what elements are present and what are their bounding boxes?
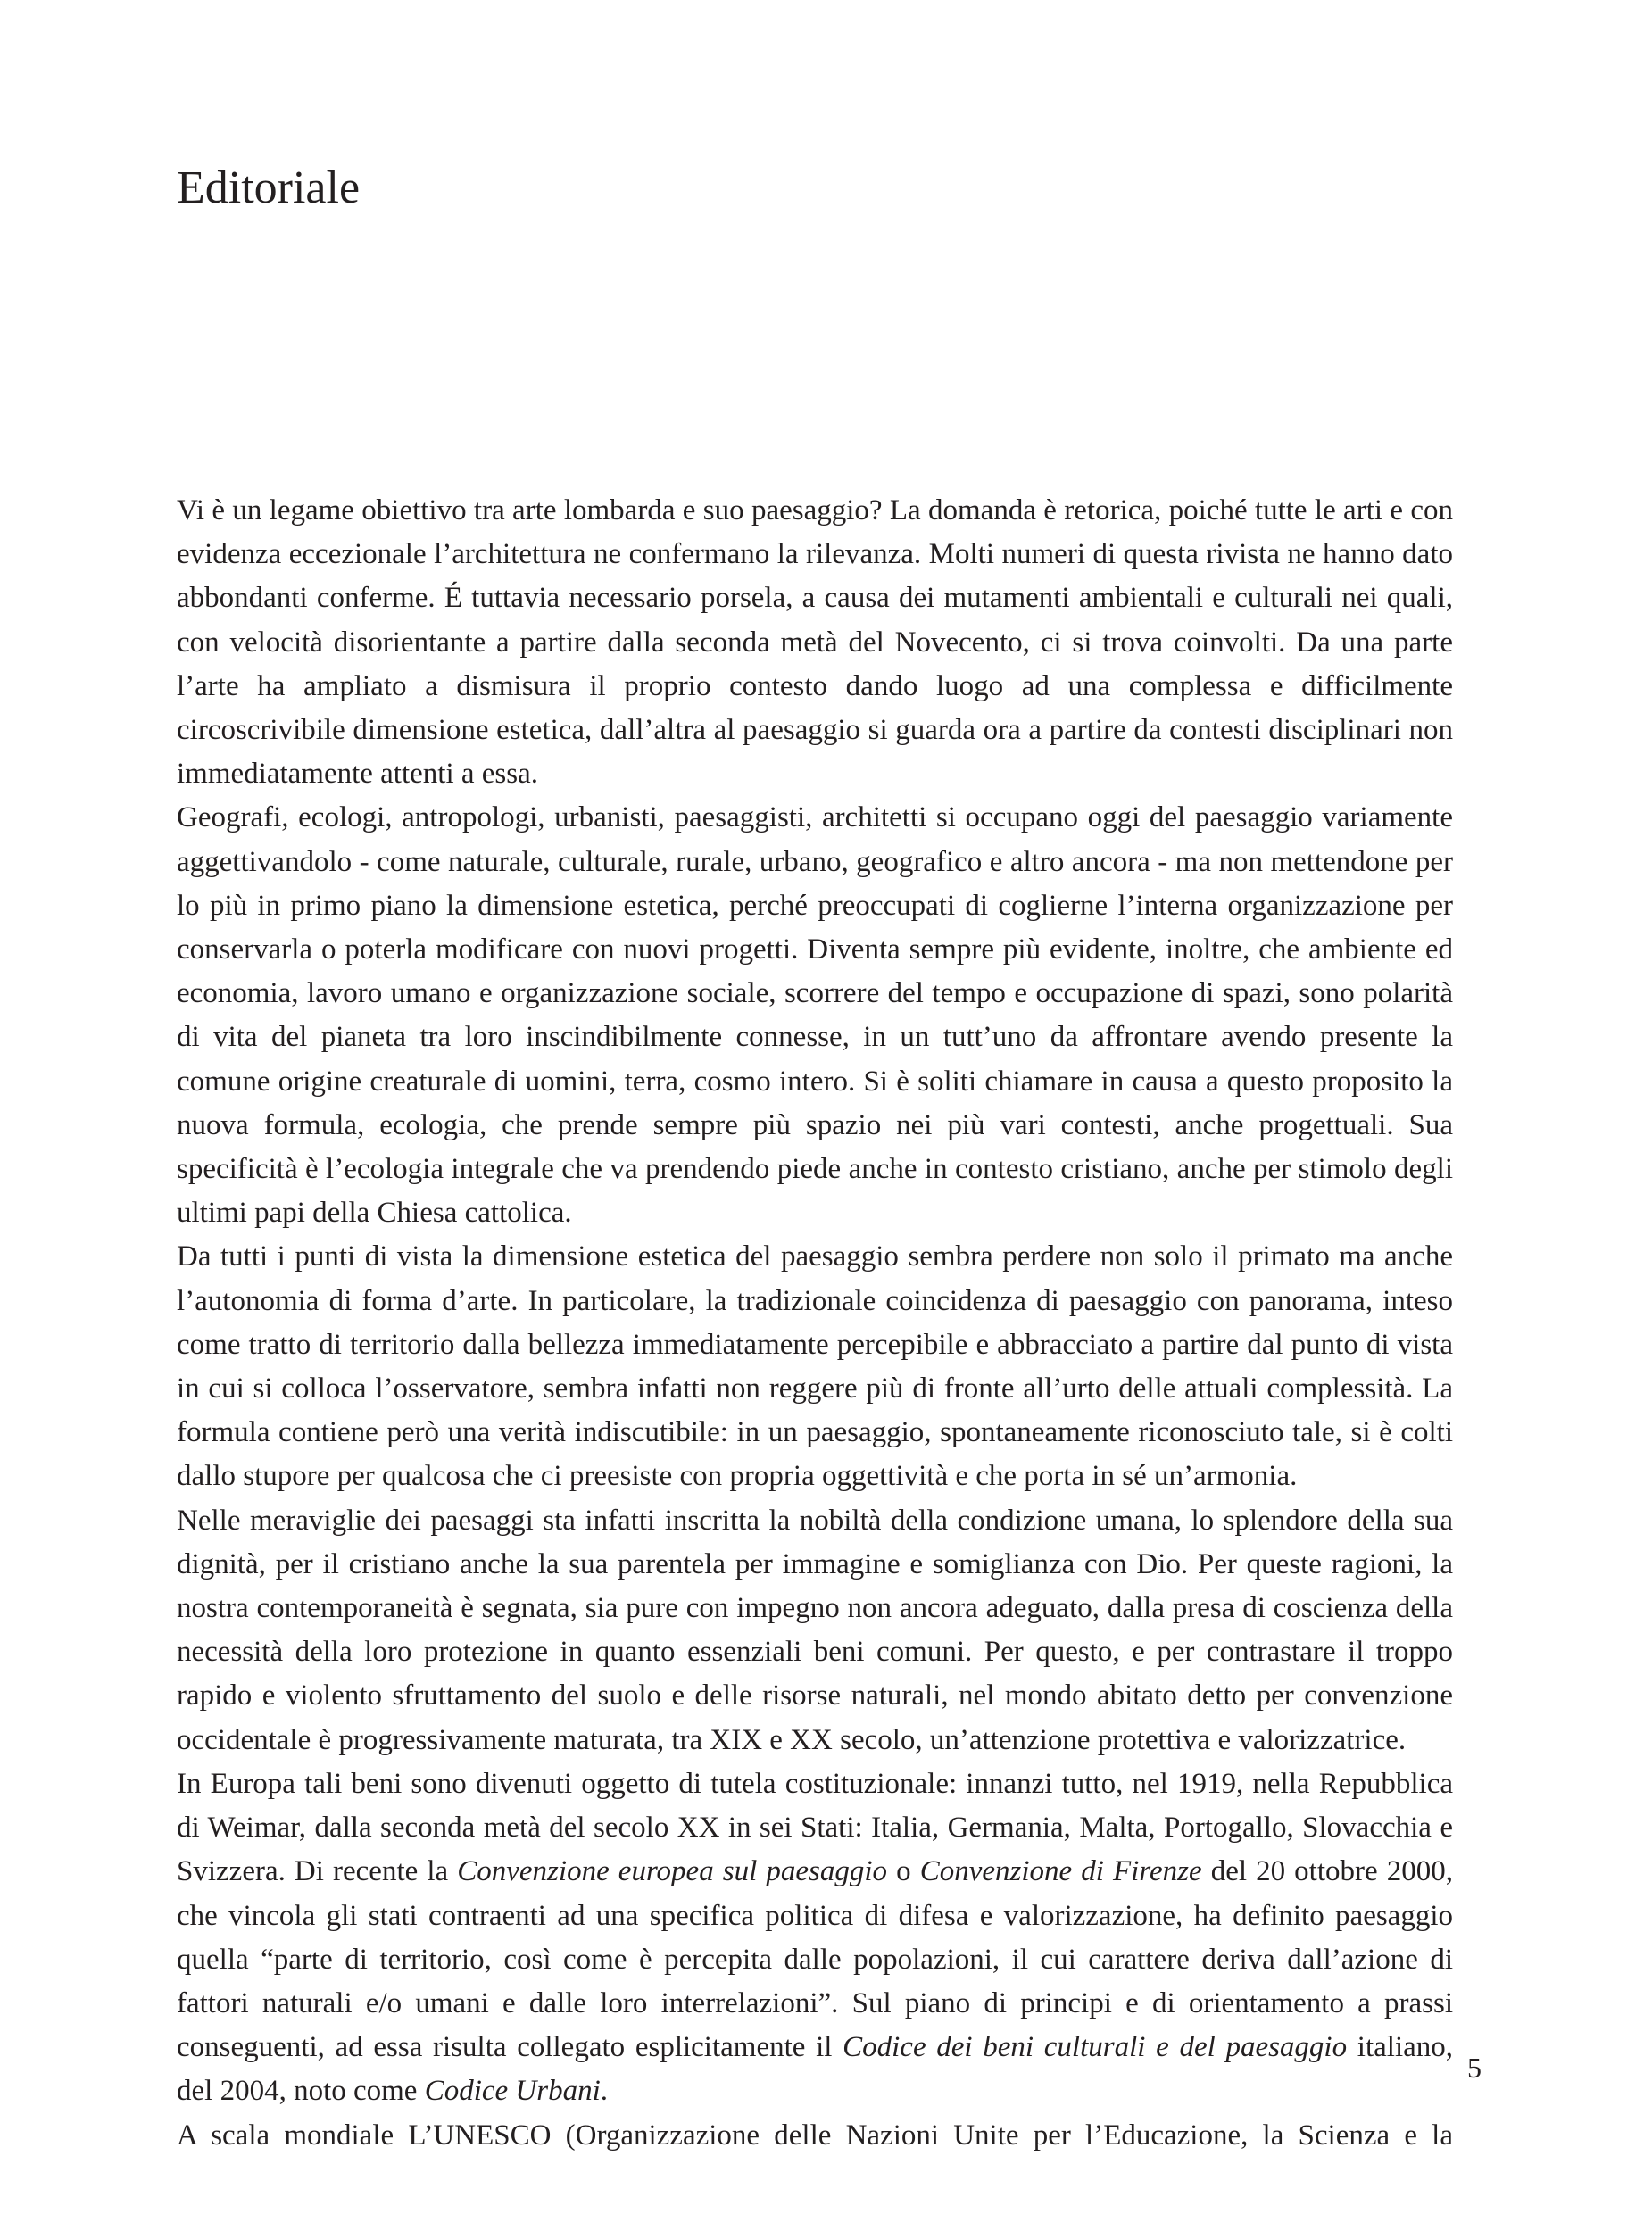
paragraph-p1 <box>177 489 1453 796</box>
italic-title: Convenzione europea sul paesaggio <box>457 1855 888 1888</box>
text-run: italiano, del 2004, noto come <box>177 2031 1454 2108</box>
text-run: Nelle meraviglie dei paesaggi sta infatti inscritta la nobiltà della condizione umana, lo splendore della sua dignità, per il cristiano anche la sua parentela per immagine e somiglianza con Dio. Per queste ragioni, la nostra contemporaneità è segnata, sia pure con impegno non ancora adeguato, dalla presa di coscienza della necessità della loro protezione in quanto essenziali beni comuni. Per questo, e per contrastare il troppo rapido e violento sfruttamento del suolo e delle risorse naturali, nel mondo abitato detto per convenzione occidentale è progressivamente maturata, tra XIX e XX secolo, un’attenzione protettiva e valorizzatrice. <box>177 1504 1453 1756</box>
page-title: Editoriale <box>177 162 361 213</box>
text-run: del 20 ottobre 2000, che vincola gli stati contraenti ad una specifica politica di difesa e valorizzazione, ha definito paesaggio quella “parte di territorio, così come è percepita dalle popolazioni, il cui carattere deriva dall’azione di fattori naturali e/o umani e dalle loro interrelazioni”. Sul piano di principi e di orientamento a prassi conseguenti, ad essa risulta collegato esplicitamente il <box>177 1855 1453 2064</box>
paragraph-p3 <box>177 1235 1453 1498</box>
text-run: A scala mondiale L’UNESCO (Organizzazione delle Nazioni Unite per l’Educazione, la Scienza e la <box>177 2119 1453 2152</box>
paragraph-p4 <box>177 1499 1453 1762</box>
text-run: Vi è un legame obiettivo tra arte lombarda e suo paesaggio? La domanda è retorica, poiché tutte le arti e con evidenza eccezionale l’architettura ne confermano la rilevanza. Molti numeri di questa rivista ne hanno dato abbondanti conferme. É tuttavia necessario porsela, a causa dei mutamenti ambientali e culturali nei quali, con velocità disorientante a partire dalla seconda metà del Novecento, ci si trova coinvolti. Da una parte l’arte ha ampliato a dismisura il proprio contesto dando luogo ad una complessa e difficilmente circoscrivibile dimensione estetica, dall’altra al paesaggio si guarda ora a partire da contesti disciplinari non immediatamente attenti a essa. <box>177 494 1453 791</box>
text-run: . <box>600 2075 609 2108</box>
paragraph-p2 <box>177 796 1453 1235</box>
italic-title: Codice Urbani <box>424 2075 601 2108</box>
page-number: 5 <box>1467 2052 1482 2084</box>
text-run: Geografi, ecologi, antropologi, urbanisti, paesaggisti, architetti si occupano oggi del paesaggio variamente aggettivandolo - come naturale, culturale, rurale, urbano, geografico e altro ancora - ma non mettendone per lo più in primo piano la dimensione estetica, perché preoccupati di coglierne l’interna organizzazione per conservarla o poterla modificare con nuovi progetti. Diventa sempre più evidente, inoltre, che ambiente ed economia, lavoro umano e organizzazione sociale, scorrere del tempo e occupazione di spazi, sono polarità di vita del pianeta tra loro inscindibilmente connesse, in un tutt’uno da affrontare avendo presente la comune origine creaturale di uomini, terra, cosmo intero. Si è soliti chiamare in causa a questo proposito la nuova formula, ecologia, che prende sempre più spazio nei più vari contesti, anche progettuali. Sua specificità è l’ecologia integrale che va prendendo piede anche in contesto cristiano, anche per stimolo degli ultimi papi della Chiesa cattolica. <box>177 801 1453 1230</box>
italic-title: Codice dei beni culturali e del paesaggio <box>843 2031 1348 2064</box>
article-body <box>177 489 1453 2158</box>
italic-title: Convenzione di Firenze <box>919 1855 1202 1888</box>
paragraph-p5 <box>177 1762 1453 2114</box>
text-run: In Europa tali beni sono divenuti oggetto di tutela costituzionale: innanzi tutto, nel 1919, nella Repubblica di Weimar, dalla seconda metà del secolo XX in sei Stati: Italia, Germania, Malta, Portogallo, Slovacchia e Svizzera. Di recente la <box>177 1767 1453 1888</box>
text-run: Da tutti i punti di vista la dimensione estetica del paesaggio sembra perdere non solo il primato ma anche l’autonomia di forma d’arte. In particolare, la tradizionale coincidenza di paesaggio con panorama, inteso come tratto di territorio dalla bellezza immediatamente percepibile e abbracciato a partire dal punto di vista in cui si colloca l’osservatore, sembra infatti non reggere più di fronte all’urto delle attuali complessità. La formula contiene però una verità indiscutibile: in un paesaggio, spontaneamente riconosciuto tale, si è colti dallo stupore per qualcosa che ci preesiste con propria oggettività e che porta in sé un’armonia. <box>177 1240 1453 1493</box>
paragraph-p6 <box>177 2114 1453 2158</box>
text-run: o <box>887 1855 920 1888</box>
